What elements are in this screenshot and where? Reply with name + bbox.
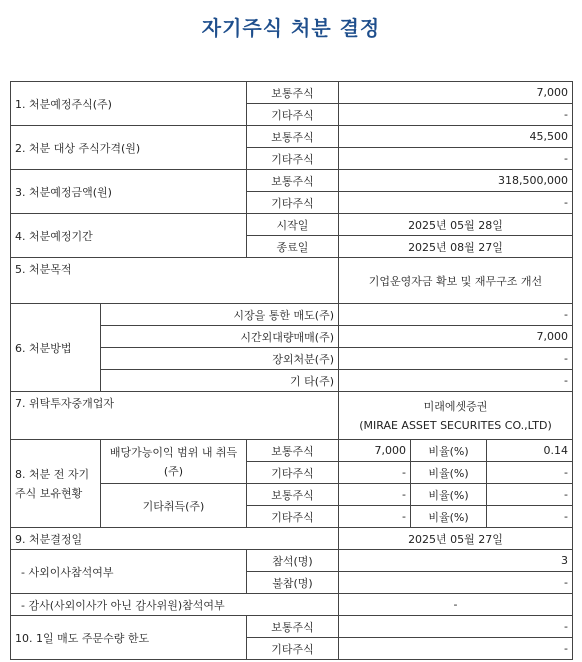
page-title: 자기주식 처분 결정 <box>201 16 381 40</box>
row-label: 10. 1일 매도 주문수량 한도 <box>11 616 247 660</box>
ratio-label: 비율(%) <box>411 484 487 506</box>
common-stock-label: 보통주식 <box>247 126 339 148</box>
value-cell: - <box>339 348 573 370</box>
value-cell: - <box>339 638 573 660</box>
table-row <box>11 440 573 462</box>
common-stock-label: 보통주식 <box>247 170 339 192</box>
decision-date: 2025년 05월 27일 <box>339 528 573 550</box>
end-date: 2025년 08월 27일 <box>339 236 573 258</box>
value-cell: 3 <box>339 550 573 572</box>
table-row <box>11 392 573 440</box>
table-row <box>11 528 573 550</box>
value-cell: 45,500 <box>339 126 573 148</box>
end-date-label: 종료일 <box>247 236 339 258</box>
holding-ratio: - <box>487 506 573 528</box>
method-label: 장외처분(주) <box>101 348 339 370</box>
row-label: 4. 처분예정기간 <box>11 214 247 258</box>
table-row <box>11 126 573 148</box>
attend-label: 참석(명) <box>247 550 339 572</box>
ratio-label: 비율(%) <box>411 440 487 462</box>
broker-value <box>339 392 573 440</box>
table-row <box>11 304 573 326</box>
ratio-label: 비율(%) <box>411 462 487 484</box>
common-stock-label: 보통주식 <box>247 616 339 638</box>
method-label: 시장을 통한 매도(주) <box>101 304 339 326</box>
ratio-label: 비율(%) <box>411 506 487 528</box>
disposal-table <box>10 81 573 660</box>
row-label: 7. 위탁투자중개업자 <box>11 392 339 440</box>
value-cell: - <box>339 192 573 214</box>
holding-group-label: 기타취득(주) <box>101 484 247 528</box>
broker-name-english: (MIRAE ASSET SECURITES CO.,LTD) <box>359 418 552 432</box>
value-cell: 7,000 <box>339 326 573 348</box>
value-cell: - <box>339 370 573 392</box>
row-label: 1. 처분예정주식(주) <box>11 82 247 126</box>
value-cell: 7,000 <box>339 82 573 104</box>
value-cell: - <box>339 304 573 326</box>
holding-ratio: - <box>487 484 573 506</box>
holding-ratio: 0.14 <box>487 440 573 462</box>
value-cell: - <box>339 616 573 638</box>
common-stock-label: 보통주식 <box>247 440 339 462</box>
broker-name-korean: 미래에셋증권 <box>423 399 488 413</box>
other-stock-label: 기타주식 <box>247 462 339 484</box>
other-stock-label: 기타주식 <box>247 104 339 126</box>
holding-ratio: - <box>487 462 573 484</box>
common-stock-label: 보통주식 <box>247 82 339 104</box>
table-row <box>11 82 573 104</box>
holding-qty: - <box>339 506 411 528</box>
holding-qty: - <box>339 484 411 506</box>
method-label: 기 타(주) <box>101 370 339 392</box>
holding-qty: 7,000 <box>339 440 411 462</box>
row-label: - 사외이사참석여부 <box>11 550 247 594</box>
row-label: 9. 처분결정일 <box>11 528 339 550</box>
table-row <box>11 214 573 236</box>
row-label: 6. 처분방법 <box>11 304 101 392</box>
other-stock-label: 기타주식 <box>247 506 339 528</box>
absent-label: 불참(명) <box>247 572 339 594</box>
table-row <box>11 550 573 572</box>
purpose-value: 기업운영자금 확보 및 재무구조 개선 <box>339 258 573 304</box>
start-date-label: 시작일 <box>247 214 339 236</box>
row-label: 8. 처분 전 자기주식 보유현황 <box>11 440 101 528</box>
start-date: 2025년 05월 28일 <box>339 214 573 236</box>
table-row <box>11 258 573 304</box>
method-label: 시간외대량매매(주) <box>101 326 339 348</box>
other-stock-label: 기타주식 <box>247 192 339 214</box>
table-row <box>11 616 573 638</box>
row-label: 3. 처분예정금액(원) <box>11 170 247 214</box>
holding-group-label: 배당가능이익 범위 내 취득(주) <box>101 440 247 484</box>
table-row <box>11 170 573 192</box>
table-row <box>11 594 573 616</box>
row-label: 5. 처분목적 <box>11 258 339 304</box>
value-cell: - <box>339 104 573 126</box>
holding-qty: - <box>339 462 411 484</box>
value-cell: 318,500,000 <box>339 170 573 192</box>
common-stock-label: 보통주식 <box>247 484 339 506</box>
row-label: 2. 처분 대상 주식가격(원) <box>11 126 247 170</box>
value-cell: - <box>339 148 573 170</box>
other-stock-label: 기타주식 <box>247 638 339 660</box>
value-cell: - <box>339 594 573 616</box>
value-cell: - <box>339 572 573 594</box>
other-stock-label: 기타주식 <box>247 148 339 170</box>
row-label: - 감사(사외이사가 아닌 감사위원)참석여부 <box>11 594 339 616</box>
